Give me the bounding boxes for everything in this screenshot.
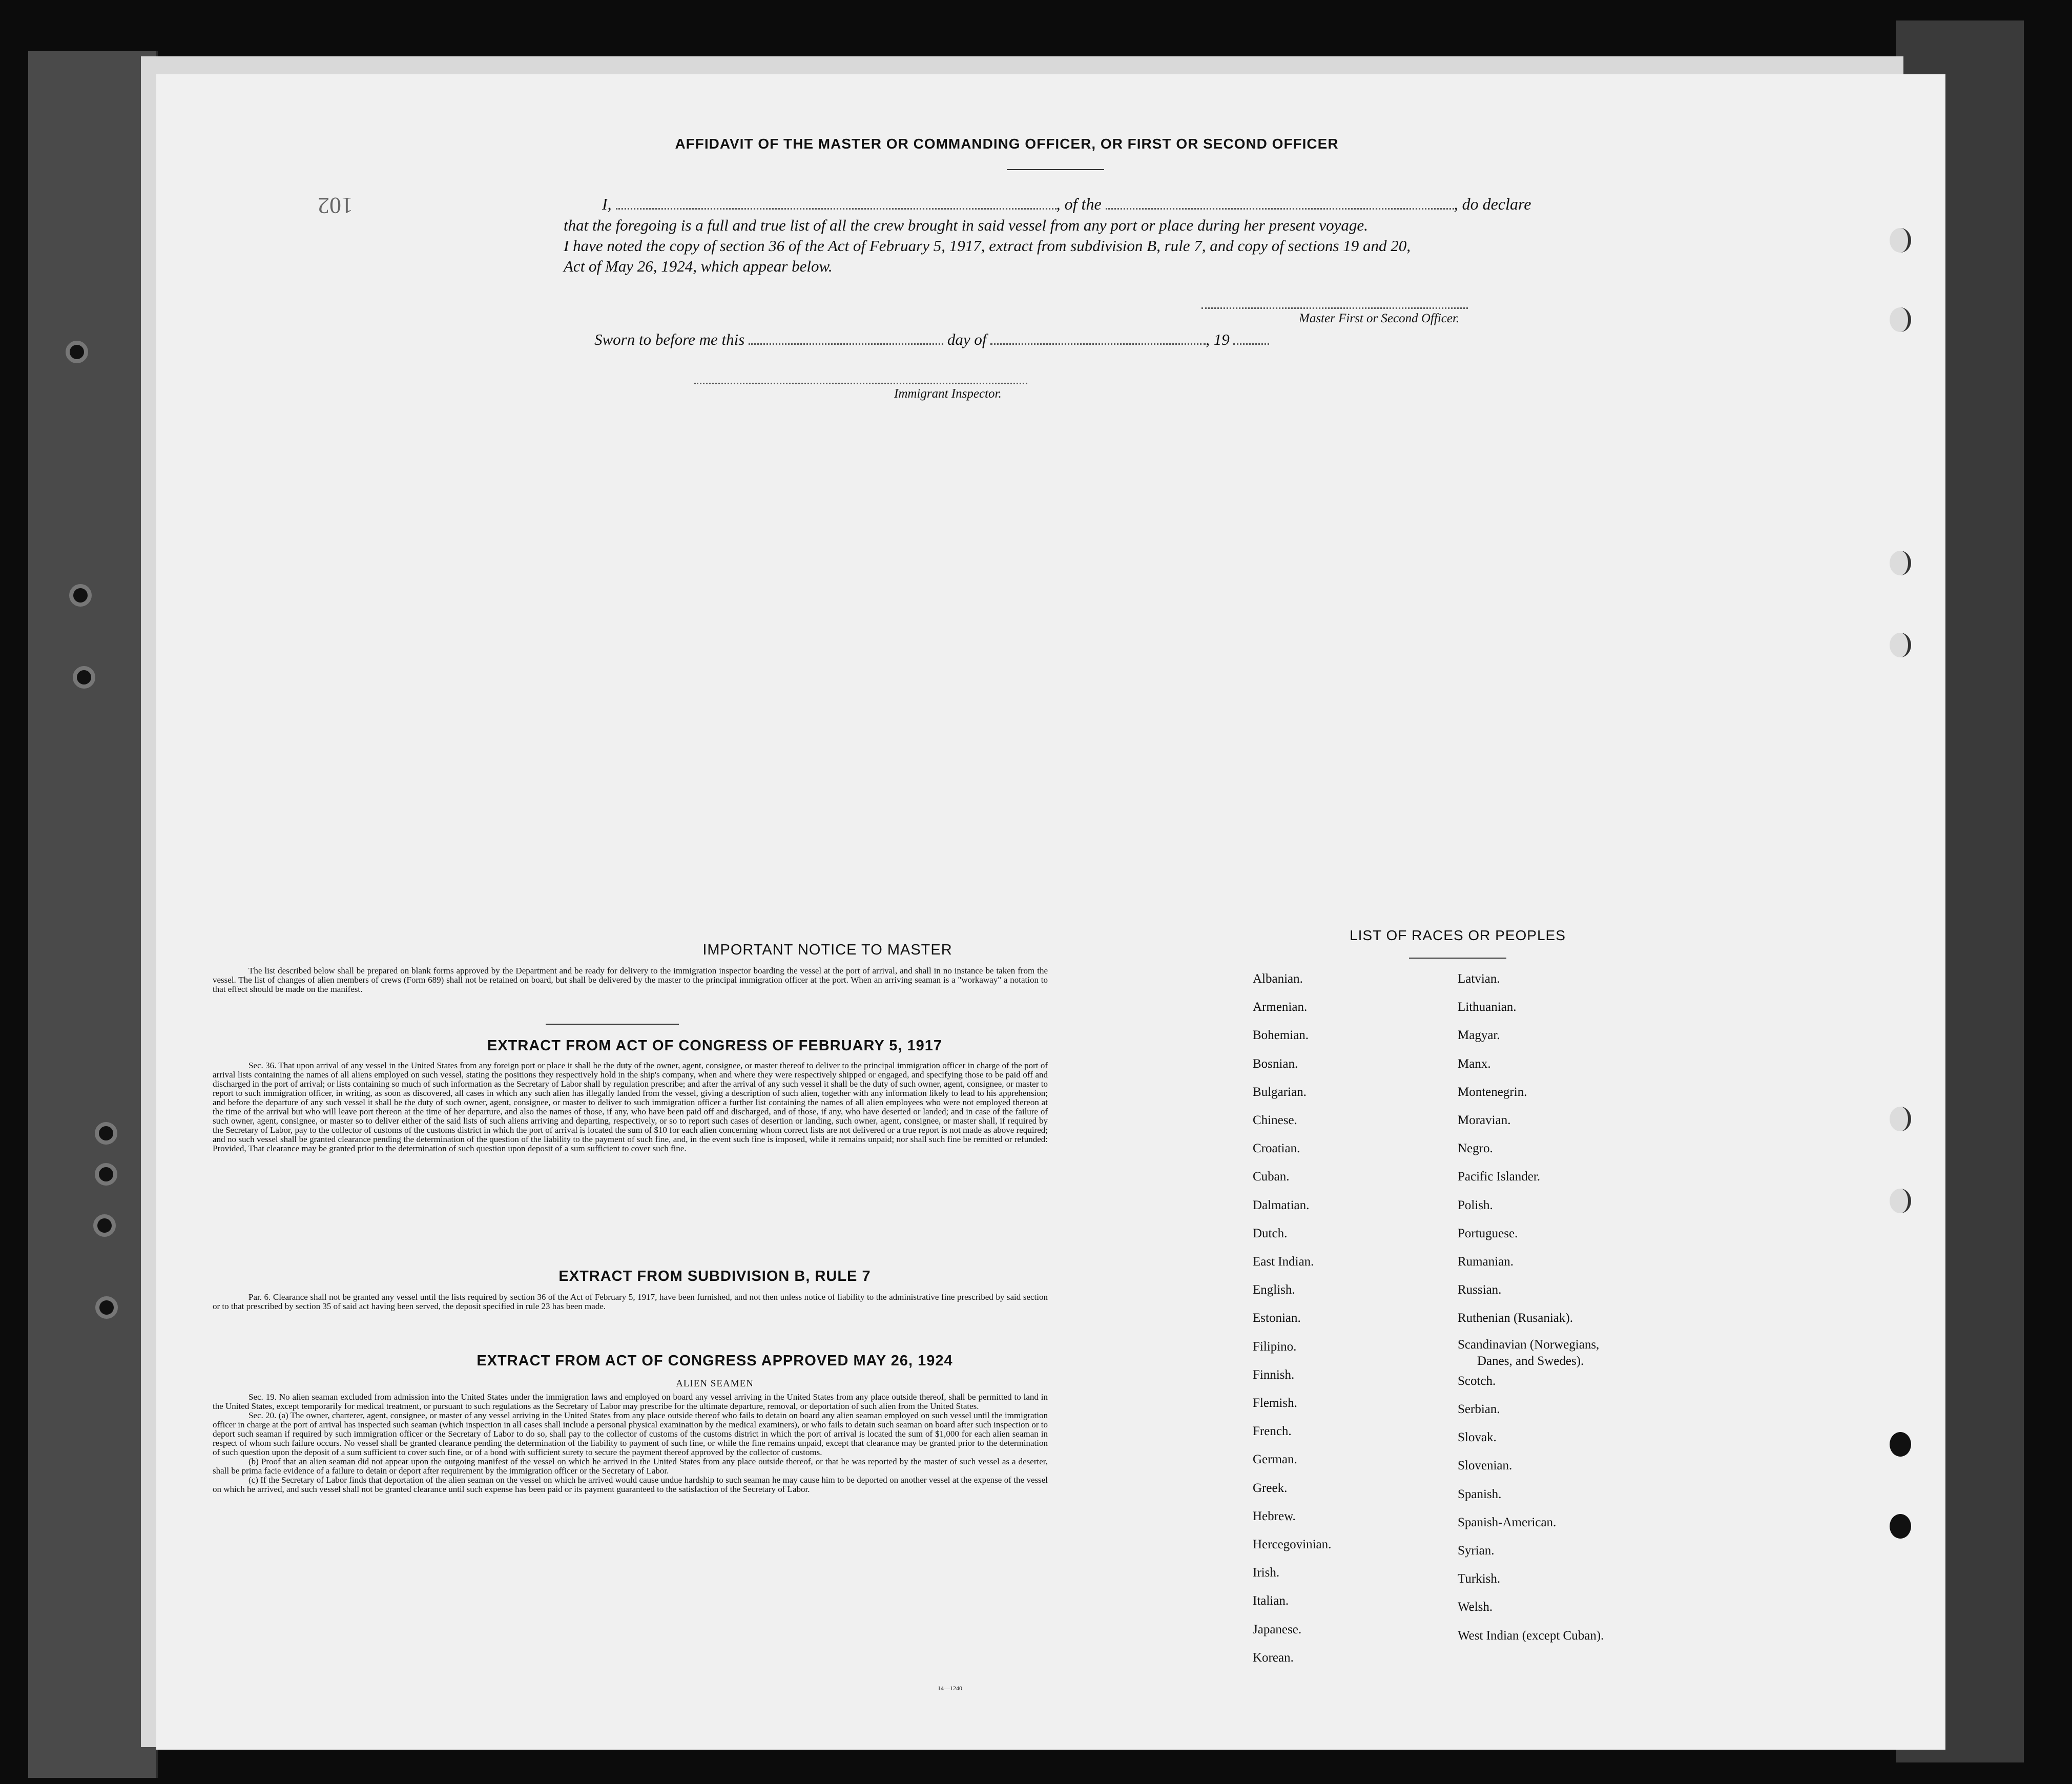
extract-1924-title: EXTRACT FROM ACT OF CONGRESS APPROVED MAY 26, 1924 bbox=[476, 1353, 953, 1369]
race-item: Dalmatian. bbox=[1253, 1198, 1310, 1212]
sworn-label: Sworn to before me this bbox=[594, 330, 745, 348]
inspector-signature-label: Immigrant Inspector. bbox=[894, 387, 1002, 401]
punch-hole bbox=[1890, 1514, 1911, 1539]
binder-hole bbox=[69, 584, 92, 607]
binder-edge bbox=[28, 51, 158, 1778]
sec-20c: (c) If the Secretary of Labor finds that deportation of the alien seaman on the vessel on which he arrived would cause undue hardship to such seaman he may cause him to be deported on another vessel at the expense of the vessel on which he arrived, and such vessel shall not be granted clearance until such expense has been paid or its payment guaranteed to the satisfaction of the Secretary of Labor. bbox=[213, 1475, 1048, 1494]
sworn-line bbox=[594, 330, 1269, 349]
race-item: Slovenian. bbox=[1458, 1459, 1512, 1473]
race-item: German. bbox=[1253, 1453, 1297, 1467]
divider bbox=[546, 1024, 679, 1025]
affidavit-i: I, bbox=[602, 195, 612, 213]
binder-hole bbox=[95, 1163, 117, 1186]
race-item: Filipino. bbox=[1253, 1339, 1297, 1354]
race-item: Latvian. bbox=[1458, 972, 1500, 986]
race-item: Negro. bbox=[1458, 1142, 1493, 1156]
race-item: East Indian. bbox=[1253, 1255, 1314, 1269]
race-item: Finnish. bbox=[1253, 1367, 1295, 1382]
binder-hole bbox=[95, 1296, 118, 1319]
binder-hole bbox=[66, 341, 88, 363]
race-item: Croatian. bbox=[1253, 1142, 1300, 1156]
race-item: Spanish-American. bbox=[1458, 1515, 1557, 1529]
sec-20b: (b) Proof that an alien seaman did not appear upon the outgoing manifest of the vessel on which he arrived in the United States from any place outside thereof, or that he was reported by the master of such vessel as a deserter, shall be prima facie evidence of a failure to detain or deport after requirement by the immigration officer or the Secretary of Labor. bbox=[213, 1457, 1048, 1476]
race-item: Polish. bbox=[1458, 1198, 1493, 1212]
race-item: English. bbox=[1253, 1283, 1295, 1297]
affidavit-of-the: , of the bbox=[1056, 195, 1102, 213]
race-item: Armenian. bbox=[1253, 1000, 1308, 1014]
race-item: Scotch. bbox=[1458, 1374, 1496, 1388]
year-label: , 19 bbox=[1206, 330, 1230, 348]
punch-hole bbox=[1890, 1189, 1911, 1213]
race-item: Albanian. bbox=[1253, 972, 1303, 986]
race-item: Serbian. bbox=[1458, 1402, 1500, 1416]
race-item: Hercegovinian. bbox=[1253, 1538, 1332, 1551]
sec-19: Sec. 19. No alien seaman excluded from admission into the United States under the immigration laws and employed on board any vessel arriving in the United States from any place outside thereof, shall be permitted to land in the United States, except temporarily for medical treatment, or pursuant to such regulations as the Secretary of Labor may prescribe for the ultimate departure, removal, or deportation of such alien from the United States. bbox=[213, 1392, 1048, 1411]
race-item: Magyar. bbox=[1458, 1028, 1500, 1043]
vessel-field[interactable] bbox=[1106, 208, 1454, 210]
sworn-year-field[interactable] bbox=[1233, 343, 1269, 345]
race-item: Estonian. bbox=[1253, 1311, 1301, 1325]
affidavit-title: AFFIDAVIT OF THE MASTER OR COMMANDING OFFICER, OR FIRST OR SECOND OFFICER bbox=[675, 136, 1339, 152]
master-signature-label: Master First or Second Officer. bbox=[1299, 312, 1460, 325]
rule-7-body: Par. 6. Clearance shall not be granted any vessel until the lists required by section 36 of the Act of February 5, 1917, have been furnished, and not then unless notice of liability to the administrative fine prescribed by said section or to that prescribed by section 35 of said act having been served, the deposit specified in rule 23 has been made. bbox=[213, 1292, 1048, 1311]
race-item: Manx. bbox=[1458, 1056, 1491, 1071]
race-item: Lithuanian. bbox=[1458, 1000, 1517, 1014]
race-item: Montenegrin. bbox=[1458, 1085, 1527, 1099]
race-item: Danes, and Swedes). bbox=[1477, 1354, 1584, 1368]
races-title: LIST OF RACES OR PEOPLES bbox=[1350, 927, 1566, 943]
affidavit-line-2: that the foregoing is a full and true list of all the crew brought in said vessel from any port or place during her present voyage. bbox=[564, 216, 1368, 234]
extract-1917-body: Sec. 36. That upon arrival of any vessel in the United States from any foreign port or place it shall be the duty of the owner, agent, consignee, or master thereof to deliver to the principal immigration officer in charge of the port of arrival lists containing the names of all aliens employed on such vessel, stating the positions they respectively hold in the ship's company, when and where they were respectively shipped or engaged, and specifying those to be paid off and discharged in the port of arrival; or lists containing so much of such information as the Secretary of Labor shall by regulation prescribe; and after the arrival of any such vessel it shall be the duty of such owner, agent, consignee, or master to report to such immigration officer, in writing, as soon as discovered, all cases in which any such alien has illegally landed from the vessel, giving a description of such alien, together with any information likely to lead to his apprehension; and before the departure of any such vessel it shall be the duty of such owner, agent, consignee, or master to deliver to such immigration officer a further list containing the names of all alien employees who were not employed thereon at the time of the arrival but who will leave port thereon at the time of her departure, and also the names of those, if any, who have been paid off and discharged, and of those, if any, who have deserted or landed; and in case of the failure of such owner, agent, consignee, or master so to deliver either of the said lists of such aliens arriving and departing, respectively, or so to report such cases of desertion or landing, such owner, agent, consignee, or master shall, if required by the Secretary of Labor, pay to the collector of customs of the customs district in which the port of arrival is located the sum of $10 for each alien concerning whom correct lists are not delivered or a true report is not made as above required; and no such vessel shall be granted clearance pending the determination of the question of the liability to the payment of such fine, and, in the event such fine is imposed, while it remains unpaid; nor shall such fine be remitted or refunded: Provided, That clearance may be granted prior to the determination of such question upon deposit of a sum sufficient to cover such fine. bbox=[213, 1061, 1048, 1153]
race-item: Welsh. bbox=[1458, 1600, 1493, 1614]
binder-hole bbox=[95, 1122, 117, 1145]
race-item: Spanish. bbox=[1458, 1487, 1502, 1501]
affidavit-line-3: I have noted the copy of section 36 of the Act of February 5, 1917, extract from subdivision B, rule 7, and copy of sections 19 and 20, bbox=[564, 237, 1411, 255]
race-item: Rumanian. bbox=[1458, 1255, 1514, 1269]
race-item: West Indian (except Cuban). bbox=[1458, 1628, 1604, 1643]
race-item: Bosnian. bbox=[1253, 1056, 1298, 1071]
divider bbox=[1007, 169, 1104, 170]
sworn-month-field[interactable] bbox=[990, 343, 1206, 345]
punch-hole bbox=[1890, 633, 1911, 657]
notice-body: The list described below shall be prepared on blank forms approved by the Department and be ready for delivery to the immigration inspector boarding the vessel at the port of arrival, and shall in no instance be taken from the vessel. The list of changes of alien members of crews (Form 689) shall not be retained on board, but shall be delivered by the master to the principal immigration officer at the port. When an arriving seaman is a "workaway" a notation to that effect should be made on the manifest. bbox=[213, 966, 1048, 994]
stamp-number: 102 bbox=[318, 193, 353, 219]
affidavit-line-4: Act of May 26, 1924, which appear below. bbox=[564, 257, 833, 275]
binder-hole bbox=[93, 1214, 116, 1237]
form-number: 14—1240 bbox=[938, 1685, 962, 1692]
affidavit-body bbox=[566, 194, 1693, 214]
name-field[interactable] bbox=[616, 208, 1056, 210]
race-item: Irish. bbox=[1253, 1566, 1280, 1580]
race-item: Flemish. bbox=[1253, 1396, 1297, 1410]
race-item: Cuban. bbox=[1253, 1170, 1290, 1184]
race-item: Russian. bbox=[1458, 1283, 1502, 1297]
race-item: Japanese. bbox=[1253, 1622, 1302, 1636]
race-item: Bohemian. bbox=[1253, 1028, 1309, 1043]
race-item: Scandinavian (Norwegians, bbox=[1458, 1337, 1600, 1352]
divider bbox=[1409, 958, 1506, 959]
punch-hole bbox=[1890, 307, 1911, 332]
master-signature-line[interactable] bbox=[1201, 307, 1468, 309]
race-item: Hebrew. bbox=[1253, 1509, 1296, 1523]
race-item: Moravian. bbox=[1458, 1113, 1511, 1127]
race-item: Korean. bbox=[1253, 1650, 1294, 1665]
race-item: Dutch. bbox=[1253, 1226, 1288, 1240]
race-item: Portuguese. bbox=[1458, 1226, 1518, 1240]
extract-1924-body bbox=[213, 1393, 1048, 1494]
affidavit-do-declare: , do declare bbox=[1454, 195, 1531, 213]
rule-7-title: EXTRACT FROM SUBDIVISION B, RULE 7 bbox=[558, 1268, 871, 1284]
race-item: Syrian. bbox=[1458, 1544, 1495, 1558]
extract-1917-title: EXTRACT FROM ACT OF CONGRESS OF FEBRUARY 5, 1917 bbox=[487, 1038, 943, 1054]
punch-hole bbox=[1890, 551, 1911, 575]
race-item: Pacific Islander. bbox=[1458, 1170, 1541, 1184]
race-item: Turkish. bbox=[1458, 1572, 1501, 1586]
binder-hole bbox=[73, 666, 95, 689]
race-item: Ruthenian (Rusaniak). bbox=[1458, 1311, 1573, 1325]
punch-hole bbox=[1890, 228, 1911, 253]
race-item: French. bbox=[1253, 1424, 1292, 1439]
race-item: Italian. bbox=[1253, 1594, 1289, 1608]
day-of-label: day of bbox=[947, 330, 987, 348]
inspector-signature-line[interactable] bbox=[694, 383, 1027, 384]
affidavit-text bbox=[564, 215, 1716, 277]
race-item: Chinese. bbox=[1253, 1113, 1297, 1127]
race-item: Greek. bbox=[1253, 1481, 1288, 1495]
punch-hole bbox=[1890, 1432, 1911, 1457]
race-item: Slovak. bbox=[1458, 1430, 1497, 1445]
document-page bbox=[156, 74, 1945, 1750]
alien-seamen-subtitle: ALIEN SEAMEN bbox=[676, 1378, 754, 1389]
race-item: Bulgarian. bbox=[1253, 1085, 1307, 1099]
sec-20a: Sec. 20. (a) The owner, charterer, agent, consignee, or master of any vessel arriving in the United States from any place outside thereof who fails to detain on board any alien seaman employed on such vessel until the immigration officer in charge at the port of arrival has inspected such seaman (which inspection in all cases shall include a personal physical examination by the medical examiners), or who fails to detain such seaman on board after such inspection or to deport such seaman if required by such immigration officer or the Secretary of Labor to do so, shall pay to the collector of customs of the customs district in which the port of arrival is located the sum of $1,000 for each alien seaman in respect of whom such failure occurs. No vessel shall be granted clearance pending the determination of the liability to payment of such fine, or while the fine remains unpaid, except that clearance may be granted prior to the determination of such question upon the deposit of a sum sufficient to cover such fine, or of a bond with sufficient surety to secure the payment thereof approved by the collector of customs. bbox=[213, 1410, 1048, 1457]
notice-title: IMPORTANT NOTICE TO MASTER bbox=[702, 942, 952, 958]
punch-hole bbox=[1890, 1107, 1911, 1131]
sworn-day-field[interactable] bbox=[749, 343, 943, 345]
